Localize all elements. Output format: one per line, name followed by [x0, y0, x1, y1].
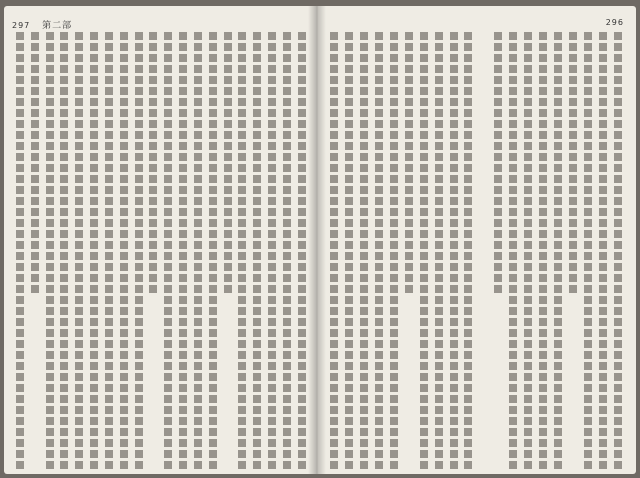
- left-text-columns: [16, 32, 306, 472]
- left-page: [4, 6, 316, 474]
- book-gutter: [308, 6, 326, 474]
- right-text-columns: [330, 32, 622, 472]
- left-running-title: 第二部: [42, 21, 73, 31]
- right-page: [316, 6, 636, 474]
- left-header: [12, 18, 72, 31]
- right-header: [606, 18, 624, 28]
- left-page-number: 297: [12, 21, 31, 30]
- right-page-number: 296: [605, 18, 624, 27]
